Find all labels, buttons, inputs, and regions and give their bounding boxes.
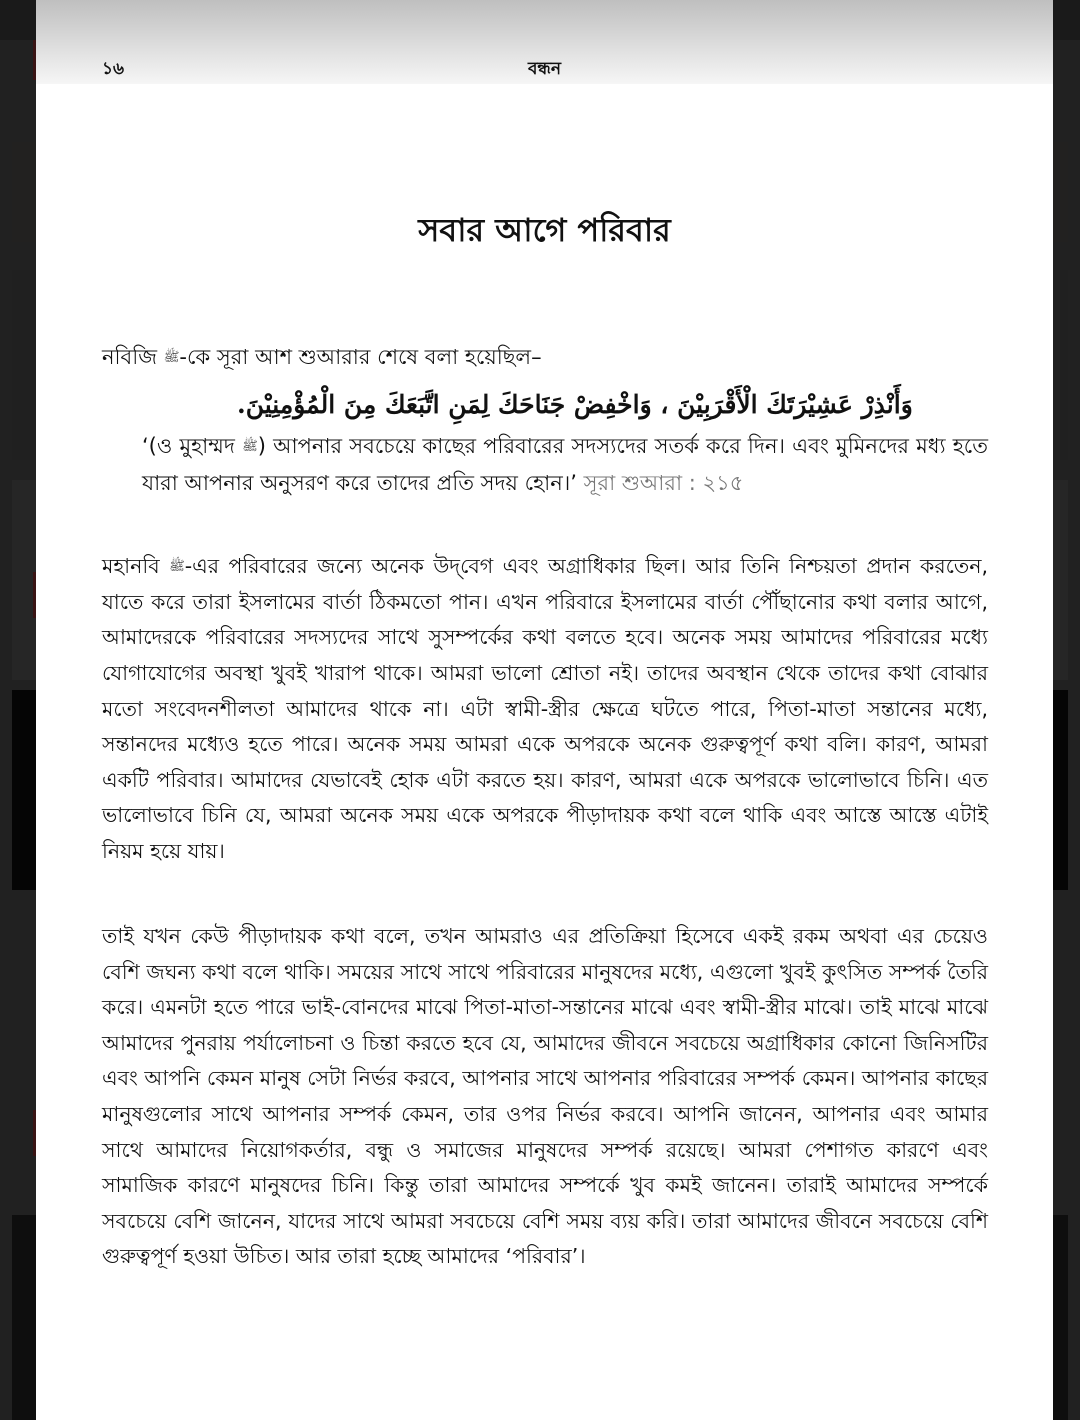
paragraph-text: -এর পরিবারের জন্যে অনেক উদ্‌বেগ এবং অগ্রাধিকার ছিল। আর তিনি নিশ্চয়তা প্রদান করতেন, যাতে করে তারা ইসলামের বার্তা ঠিকমতো পান। এখন পরিবারে ইসলামের বার্তা পৌঁছানোর কথা বলার আগে, আমাদেরকে পরিবারের সদস্যদের সাথে সুসম্পর্কের কথা বলতে হবে। অনেক সময় আমাদের পরিবারের মধ্যে যোগাযোগের অবস্থা খুবই খারাপ থাকে। আমরা ভালো শ্রোতা নই। তাদের অবস্থান থেকে তাদের কথা বোঝার মতো সংবেদনশীলতা আমাদের থাকে না। এটা স্বামী-স্ত্রীর ক্ষেত্রে ঘটতে পারে, পিতা-মাতা সন্তানের মধ্যে, সন্তানদের মধ্যেও হতে পারে। অনেক সময় আমরা একে অপরকে অনেক গুরুত্বপূর্ণ কথা বলি। কারণ, আমরা একটি পরিবার। আমাদের যেভাবেই হোক এটা করতে হয়। কারণ, আমরা একে অপরকে ভালোভাবে চিনি। এত ভালোভাবে চিনি যে, আমরা অনেক সময় একে অপরকে পীড়াদায়ক কথা বলে থাকি এবং আস্তে আস্তে এটাই নিয়ম হয়ে যায়। bbox=[102, 554, 989, 863]
intro-text: -কে সূরা আশ শুআরার শেষে বলা হয়েছিল– bbox=[179, 345, 542, 369]
verse-translation bbox=[142, 428, 988, 501]
arabic-verse: وَأَنْذِرْ عَشِيْرَتَكَ الْأَقْرَبِيْنَ ، وَاخْفِضْ جَنَاحَكَ لِمَنِ اتَّبَعَكَ مِنَ الْمُؤْمِنِيْنَ. bbox=[237, 390, 913, 419]
book-title: বন্ধন bbox=[527, 59, 562, 79]
honorific-icon: ﷺ bbox=[163, 350, 180, 365]
translation-text: ‘(ও মুহাম্মদ bbox=[142, 434, 243, 458]
intro-text: নবিজি bbox=[102, 345, 164, 369]
page-number: ১৬ bbox=[102, 59, 125, 79]
book-page[interactable] bbox=[36, 0, 1053, 1420]
running-header bbox=[36, 56, 1053, 82]
honorific-icon: ﷺ bbox=[242, 439, 258, 454]
paragraph-2: তাই যখন কেউ পীড়াদায়ক কথা বলে, তখন আমরাও এর প্রতিক্রিয়া হিসেবে একই রকম অথবা এর চেয়েও বেশি জঘন্য কথা বলে থাকি। সময়ের সাথে সাথে পরিবারের মানুষদের মধ্যে, এগুলো খুবই কুৎসিত সম্পর্ক তৈরি করে। এমনটা হতে পারে ভাই-বোনদের মাঝে পিতা-মাতা-সন্তানের মাঝে এবং স্বামী-স্ত্রীর মাঝে। তাই মাঝে মাঝে আমাদের পুনরায় পর্যালোচনা ও চিন্তা করতে হবে যে, আমাদের জীবনে সবচেয়ে অগ্রাধিকার কোনো জিনিসটির এবং আপনি কেমন মানুষ সেটা নির্ভর করবে, আপনার সাথে আপনার পরিবারের সম্পর্ক কেমন। আপনার কাছের মানুষগুলোর সাথে আপনার সম্পর্ক কেমন, তার ওপর নির্ভর করবে। আপনি জানেন, আপনার এবং আমার সাথে আমাদের নিয়োগকর্তার, বন্ধু ও সমাজের মানুষদের সম্পর্ক রয়েছে। আমরা পেশাগত কারণে এবং সামাজিক কারণে মানুষদের চিনি। কিন্তু তারা আমাদের সম্পর্কে খুব কমই জানেন। তারাই আমাদের সম্পর্কে সবচেয়ে বেশি জানেন, যাদের সাথে আমরা সবচেয়ে বেশি সময় ব্যয় করি। তারা আমাদের জীবনে সবচেয়ে বেশি গুরুত্বপূর্ণ হওয়া উচিত। আর তারা হচ্ছে আমাদের ‘পরিবার’। bbox=[102, 924, 988, 1269]
paragraph-1 bbox=[102, 549, 988, 870]
verse-reference: সূরা শুআরা : ২১৫ bbox=[583, 471, 744, 495]
translation-text: ) আপনার সবচেয়ে কাছের পরিবারের সদস্যদের সতর্ক করে দিন। এবং মুমিনদের মধ্য হতে যারা আপনার অনুসরণ করে তাদের প্রতি সদয় হোন।’ bbox=[142, 434, 988, 495]
paragraph-text: মহানবি bbox=[102, 554, 170, 578]
honorific-icon: ﷺ bbox=[169, 559, 185, 575]
chapter-title: সবার আগে পরিবার bbox=[418, 211, 671, 249]
intro-line bbox=[102, 342, 987, 373]
